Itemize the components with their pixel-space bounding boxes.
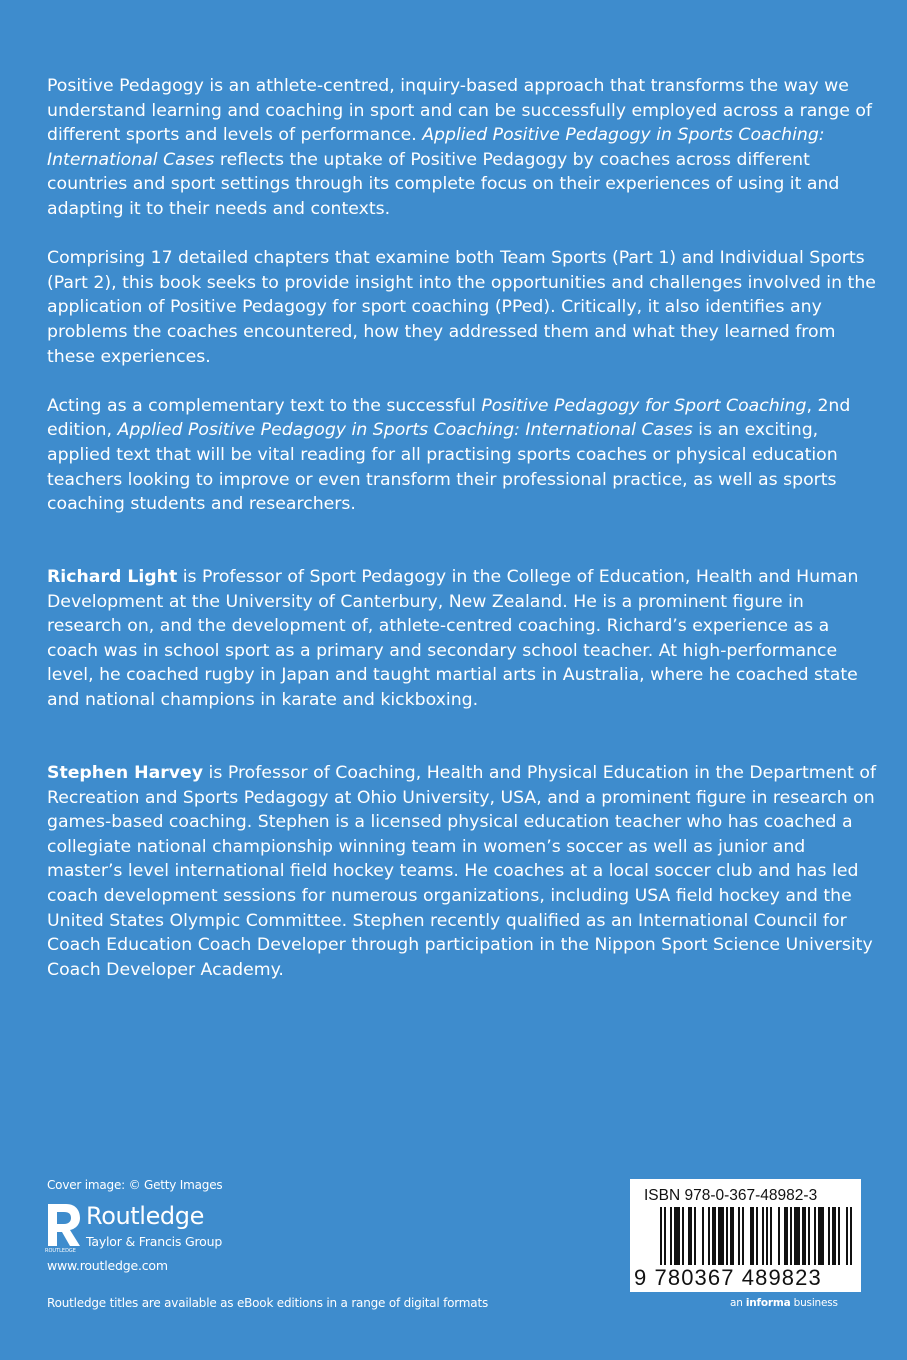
barcode-bar xyxy=(708,1207,710,1265)
blurb-paragraph: Comprising 17 detailed chapters that examine both Team Sports (Part 1) and Individual Sports (Part 2), this book seeks to provide insight into the opportunities and challenges involved in the application of Positive Pedagogy for sport coaching (PPed). Critically, it also identifies any problems the coaches encountered, how they addressed them and what they learned from these experiences. xyxy=(47,248,876,367)
ebook-note: Routledge titles are available as eBook editions in a range of digital formats xyxy=(47,1296,489,1310)
bio-text: Stephen Harvey is Professor of Coaching, Health and Physical Education in the Department of Recreation and Sports Pedagogy at Ohio University, USA, and a prominent figure in research on games-based coaching. Stephen is a licensed physical education teacher who has coached a collegiate national championship winning team in women’s soccer as well as junior and master’s level international field hockey teams. He coaches at a local soccer club and has led coach development sessions for numerous organizations, including USA field hockey and the United States Olympic Committee. Stephen recently qualified as an International Council for Coach Education Coach Developer through participation in the Nippon Sport Science University Coach Developer Academy. xyxy=(47,763,877,980)
barcode-bar xyxy=(726,1207,728,1265)
barcode-bar xyxy=(784,1207,788,1265)
barcode-bar xyxy=(850,1207,852,1265)
informa-business-tagline: an informa business xyxy=(730,1297,838,1309)
description-blurb xyxy=(47,74,877,541)
barcode-bars xyxy=(630,1207,861,1267)
barcode-bar xyxy=(702,1207,704,1265)
barcode-bar xyxy=(742,1207,744,1265)
barcode-bar xyxy=(762,1207,764,1265)
author-bio-richard-light xyxy=(47,565,877,713)
barcode-bar xyxy=(770,1207,772,1265)
barcode-bar xyxy=(718,1207,724,1265)
isbn-text: ISBN 978-0-367-48982-3 xyxy=(644,1187,818,1204)
barcode-bar xyxy=(738,1207,740,1265)
barcode-bar xyxy=(766,1207,768,1265)
blurb-paragraph: Positive Pedagogy is an athlete-centred, inquiry-based approach that transforms the way we understand learning and coaching in sport and can be successfully employed across a range of different sports and levels of performance. Applied Positive Pedagogy in Sports Coaching: International Cases reflects the uptake of Positive Pedagogy by coaches across different countries and sport settings through its complete focus on their experiences of using it and adapting it to their needs and contexts. xyxy=(47,76,872,219)
barcode-bar xyxy=(660,1207,662,1265)
barcode-bar xyxy=(756,1207,758,1265)
barcode-bar xyxy=(794,1207,800,1265)
barcode-bar xyxy=(682,1207,684,1265)
barcode-bar xyxy=(694,1207,696,1265)
publisher-subtitle: Taylor & Francis Group xyxy=(86,1234,223,1249)
barcode-bar xyxy=(664,1207,666,1265)
barcode-bar xyxy=(750,1207,754,1265)
barcode-bar xyxy=(814,1207,816,1265)
barcode-bar xyxy=(730,1207,734,1265)
barcode-bar xyxy=(674,1207,680,1265)
publisher-logo xyxy=(44,1202,244,1254)
barcode-bar xyxy=(670,1207,672,1265)
barcode-bar xyxy=(846,1207,848,1265)
barcode-bar xyxy=(790,1207,792,1265)
barcode-bar xyxy=(838,1207,840,1265)
author-bio-stephen-harvey xyxy=(47,761,877,982)
logo-wordmark-small: ROUTLEDGE xyxy=(45,1248,76,1254)
barcode-bar xyxy=(802,1207,806,1265)
bio-text: Richard Light is Professor of Sport Pedagogy in the College of Education, Health and Human Development at the University of Canterbury, New Zealand. He is a prominent figure in research on, and the development of, athlete-centred coaching. Richard’s experience as a coach was in school sport as a primary and secondary school teacher. At high-performance level, he coached rugby in Japan and taught martial arts in Australia, where he coached state and national champions in karate and kickboxing. xyxy=(47,567,859,710)
barcode-bar xyxy=(778,1207,780,1265)
barcode-digits: 9 780367 489823 xyxy=(634,1265,822,1290)
barcode-bar xyxy=(808,1207,810,1265)
barcode-bar xyxy=(818,1207,824,1265)
routledge-r-icon xyxy=(44,1202,84,1254)
barcode-bar xyxy=(828,1207,830,1265)
barcode-bar xyxy=(832,1207,836,1265)
publisher-name: Routledge xyxy=(86,1202,204,1230)
publisher-website[interactable]: www.routledge.com xyxy=(47,1258,168,1273)
barcode-bar xyxy=(712,1207,716,1265)
cover-credit: Cover image: © Getty Images xyxy=(47,1178,223,1192)
barcode-bar xyxy=(688,1207,692,1265)
isbn-barcode xyxy=(630,1179,861,1292)
blurb-paragraph: Acting as a complementary text to the successful Positive Pedagogy for Sport Coaching, 2nd edition, Applied Positive Pedagogy in Sports Coaching: International Cases is an exciting, applied text that will be vital reading for all practising sports coaches or physical education teachers looking to improve or even transform their professional practice, as well as sports coaching students and researchers. xyxy=(47,395,851,515)
